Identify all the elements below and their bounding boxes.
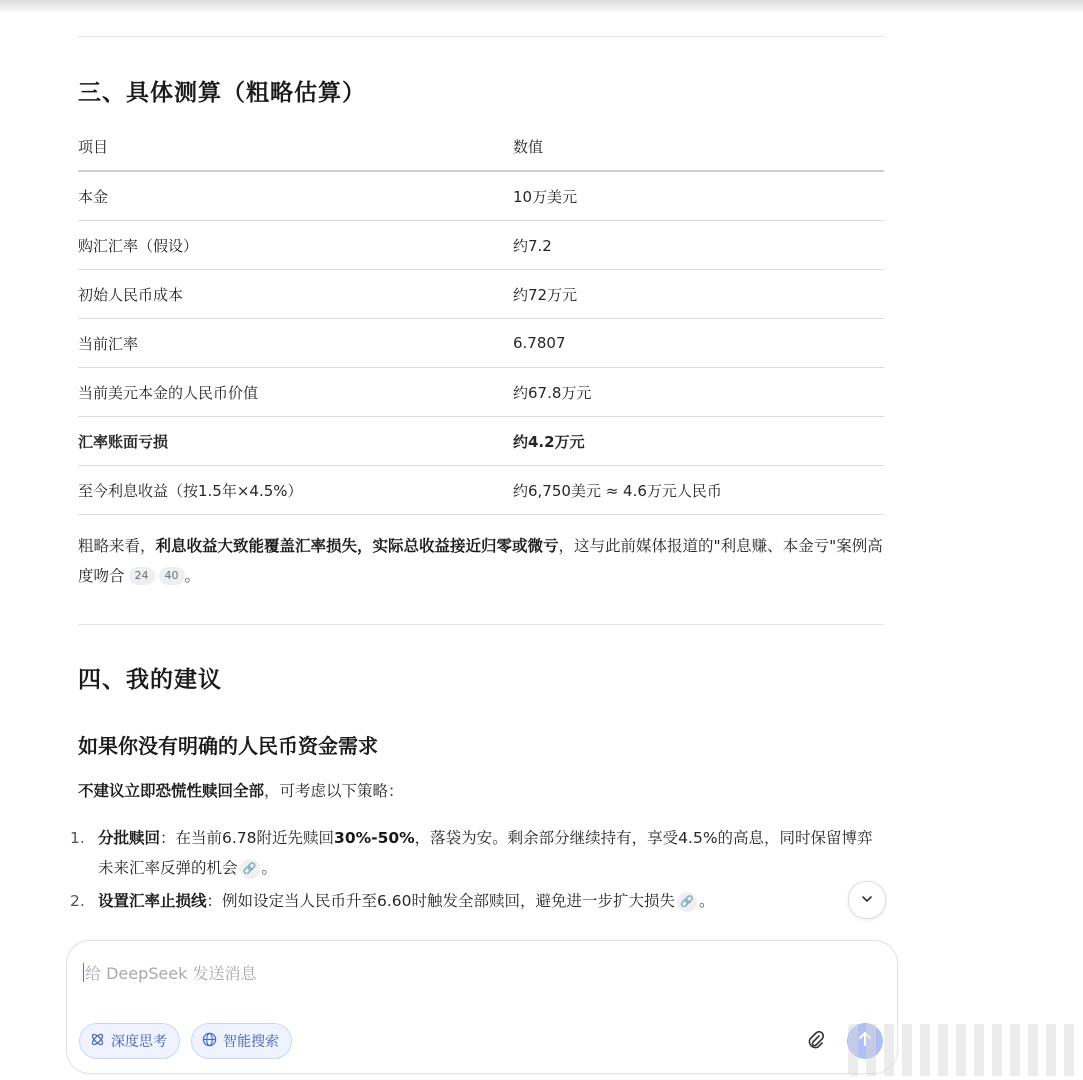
table-cell: 6.7807 <box>513 319 884 368</box>
step-label: 分批赎回 <box>98 829 161 847</box>
section-3-heading: 三、具体测算（粗略估算） <box>78 80 366 106</box>
table-row <box>78 319 884 368</box>
table-header: 项目 <box>78 122 513 171</box>
scroll-to-bottom-button[interactable] <box>848 881 886 919</box>
list-item <box>70 823 884 883</box>
step-text: 。 <box>699 892 715 910</box>
step-label: 设置汇率止损线 <box>98 892 207 910</box>
table-header-row <box>78 122 884 171</box>
table-row <box>78 221 884 270</box>
watermark-overlay <box>848 1024 1080 1076</box>
step-bold-text: 30%-50% <box>334 829 415 847</box>
summary-bold-text: 利息收益大致能覆盖汇率损失，实际总收益接近归零或微亏 <box>155 537 559 555</box>
globe-icon <box>202 1032 217 1051</box>
citation-badge[interactable]: 24 <box>129 567 155 585</box>
smart-search-button[interactable] <box>191 1023 292 1059</box>
summary-text: ，这与此前媒体报道的"利息赚、本金亏"案例高度吻合 <box>78 537 883 585</box>
atom-icon <box>90 1032 105 1051</box>
summary-text: 粗略来看， <box>78 537 156 555</box>
table-cell: 约7.2 <box>513 221 884 270</box>
list-number: 2. <box>70 892 85 910</box>
deep-think-button[interactable] <box>79 1023 180 1059</box>
table-cell: 本金 <box>78 171 513 221</box>
table-cell: 约67.8万元 <box>513 368 884 417</box>
link-icon[interactable]: 🔗 <box>677 892 697 912</box>
table-cell: 初始人民币成本 <box>78 270 513 319</box>
table-cell: 约4.2万元 <box>513 417 884 466</box>
divider <box>78 36 884 37</box>
deep-think-label: 深度思考 <box>111 1034 167 1050</box>
step-text: ：例如设定当人民币升至6.60时触发全部赎回，避免进一步扩大损失 <box>206 892 676 910</box>
table-cell: 当前美元本金的人民币价值 <box>78 368 513 417</box>
table-row <box>78 270 884 319</box>
table-row <box>78 417 884 466</box>
paperclip-icon[interactable] <box>807 1031 825 1056</box>
divider <box>78 624 884 625</box>
intro-bold-text: 不建议立即恐慌性赎回全部 <box>78 782 265 800</box>
smart-search-label: 智能搜索 <box>223 1034 279 1050</box>
chevron-down-icon <box>860 891 874 910</box>
table-row <box>78 368 884 417</box>
strategy-list <box>70 823 884 919</box>
table-cell: 至今利息收益（按1.5年×4.5%） <box>78 466 513 515</box>
step-text: ，落袋为安。剩余部分继续持有，享受4.5%的高息，同时保留博弈未来汇率反弹的机会 <box>98 829 873 877</box>
table-cell: 约6,750美元 ≈ 4.6万元人民币 <box>513 466 884 515</box>
table-row <box>78 171 884 221</box>
table-cell: 购汇汇率（假设） <box>78 221 513 270</box>
summary-text: 。 <box>184 567 201 585</box>
table-cell: 10万美元 <box>513 171 884 221</box>
text-caret <box>83 963 84 982</box>
link-icon[interactable]: 🔗 <box>240 859 260 879</box>
message-composer <box>66 940 898 1074</box>
section-4-heading: 四、我的建议 <box>78 667 222 693</box>
list-item <box>70 886 884 916</box>
estimate-table <box>78 122 884 515</box>
strategy-intro <box>78 776 884 806</box>
list-number: 1. <box>70 829 85 847</box>
intro-text: ，可考虑以下策略： <box>264 782 404 800</box>
top-shadow <box>0 0 1083 14</box>
step-text: 。 <box>261 859 278 877</box>
section-4-subheading: 如果你没有明确的人民币资金需求 <box>78 734 378 758</box>
table-row <box>78 466 884 515</box>
summary-paragraph <box>78 531 884 591</box>
table-cell: 汇率账面亏损 <box>78 417 513 466</box>
table-cell: 当前汇率 <box>78 319 513 368</box>
message-input[interactable]: 给 DeepSeek 发送消息 <box>85 964 257 983</box>
step-text: ：在当前6.78附近先赎回 <box>160 829 335 847</box>
table-header: 数值 <box>513 122 884 171</box>
table-cell: 约72万元 <box>513 270 884 319</box>
citation-badge[interactable]: 40 <box>159 567 185 585</box>
